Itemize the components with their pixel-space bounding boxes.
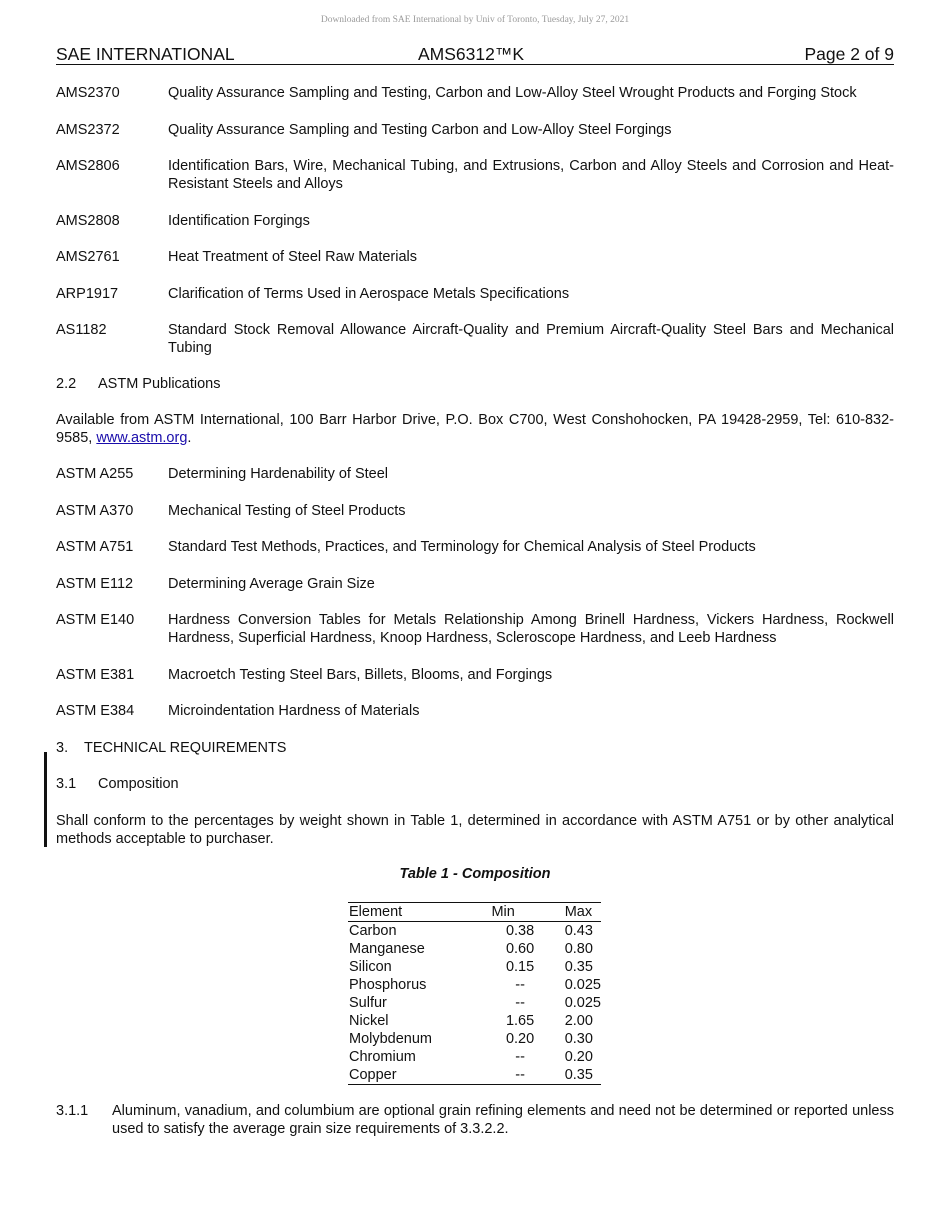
reference-title: Standard Test Methods, Practices, and Terminology for Chemical Analysis of Steel Products: [168, 539, 756, 555]
reference-title: Hardness Conversion Tables for Metals Relationship Among Brinell Hardness, Vickers Hardness, Rockwell Hardness, Superficial Hardness, Knoop Hardness, Scleroscope Hardness, and Leeb Hardness: [168, 612, 894, 646]
section-title: Composition: [98, 776, 179, 792]
astm-website-link[interactable]: www.astm.org: [96, 430, 188, 446]
reference-title: Mechanical Testing of Steel Products: [168, 502, 406, 519]
reference-item: [56, 121, 894, 139]
reference-title: Quality Assurance Sampling and Testing, Carbon and Low-Alloy Steel Wrought Products and Forging Stock: [168, 85, 857, 101]
header-element: Element: [348, 903, 491, 922]
cell-element: Chromium: [349, 1049, 416, 1065]
reference-item: [56, 157, 894, 193]
cell-max: 0.35: [564, 959, 593, 975]
cell-max: 0.025: [564, 977, 601, 993]
reference-code: AMS2808: [56, 212, 120, 229]
astm-reference-list: [56, 465, 894, 739]
reference-code: AMS2761: [56, 249, 120, 265]
section-heading-2-2: [56, 375, 221, 393]
header-max: Max: [565, 903, 601, 922]
table-row: [348, 958, 601, 976]
reference-item: [56, 321, 894, 357]
subsection-number: 3.1.1: [56, 1103, 89, 1119]
section-title: TECHNICAL REQUIREMENTS: [84, 740, 287, 756]
table-row: [348, 940, 601, 958]
table-row: [348, 1066, 601, 1085]
reference-item: [56, 702, 894, 720]
reference-code: AMS2372: [56, 121, 120, 138]
sae-reference-list: [56, 84, 894, 376]
reference-code: AS1182: [56, 322, 107, 338]
cell-min: 0.38: [505, 923, 535, 939]
section-number: 2.2: [56, 376, 77, 392]
table-caption: Table 1 - Composition: [399, 866, 551, 882]
reference-title: Determining Average Grain Size: [168, 575, 375, 592]
availability-text: Available from ASTM International, 100 Barr Harbor Drive, P.O. Box C700, West Conshohocken, PA 19428-2959, Tel: 610-832-9585,: [56, 412, 894, 446]
reference-item: [56, 465, 894, 483]
astm-availability-paragraph: [56, 411, 894, 447]
cell-max: 0.30: [564, 1031, 593, 1047]
cell-element: Silicon: [349, 959, 392, 975]
cell-min: --: [515, 977, 525, 993]
reference-code: ASTM A370: [56, 502, 134, 519]
reference-title: Determining Hardenability of Steel: [168, 466, 389, 482]
cell-max: 0.35: [565, 1066, 601, 1085]
cell-max: 0.43: [564, 923, 593, 939]
reference-code: ASTM E384: [56, 703, 135, 719]
cell-element: Carbon: [349, 923, 397, 939]
cell-max: 0.025: [564, 995, 601, 1011]
availability-period: .: [187, 430, 192, 446]
cell-element: Copper: [348, 1066, 491, 1085]
reference-title: Identification Bars, Wire, Mechanical Tubing, and Extrusions, Carbon and Alloy Steels and Corrosion and Heat-Resistant Steels and Alloys: [168, 158, 894, 192]
reference-item: [56, 575, 894, 593]
header-min: Min: [491, 903, 564, 922]
cell-max: 2.00: [564, 1013, 593, 1029]
cell-min: --: [515, 995, 525, 1011]
table-row: [348, 1012, 601, 1030]
page-header: [56, 44, 894, 65]
header-organization: SAE INTERNATIONAL: [56, 44, 235, 64]
reference-title: Standard Stock Removal Allowance Aircraft-Quality and Premium Aircraft-Quality Steel Bars and Mechanical Tubing: [168, 322, 894, 356]
composition-table: [348, 902, 601, 1085]
cell-element: Sulfur: [349, 995, 387, 1011]
header-page-number: Page 2 of 9: [804, 44, 894, 64]
cell-min: --: [491, 1066, 564, 1085]
table-row: [348, 976, 601, 994]
reference-item: [56, 502, 894, 520]
table-row: [348, 1030, 601, 1048]
table-row: [348, 1048, 601, 1066]
reference-item: [56, 538, 894, 556]
reference-title: Clarification of Terms Used in Aerospace Metals Specifications: [168, 285, 570, 302]
table-row: [348, 994, 601, 1012]
cell-max: 0.20: [564, 1049, 593, 1065]
table-header-row: [348, 903, 601, 922]
reference-item: [56, 666, 894, 684]
reference-title: Macroetch Testing Steel Bars, Billets, Blooms, and Forgings: [168, 666, 553, 683]
section-title: ASTM Publications: [98, 376, 221, 392]
reference-item: [56, 248, 894, 266]
section-heading-3: [56, 739, 286, 757]
cell-min: --: [515, 1049, 525, 1065]
cell-min: 0.60: [505, 941, 535, 957]
reference-item: [56, 84, 894, 102]
reference-item: [56, 611, 894, 647]
cell-element: Manganese: [349, 941, 425, 957]
reference-code: ASTM E140: [56, 612, 135, 628]
reference-title: Microindentation Hardness of Materials: [168, 703, 420, 719]
reference-title: Quality Assurance Sampling and Testing Carbon and Low-Alloy Steel Forgings: [168, 121, 672, 138]
section-number: 3.: [56, 740, 69, 756]
cell-element: Phosphorus: [349, 977, 427, 993]
subsection-text: Aluminum, vanadium, and columbium are optional grain refining elements and need not be determined or reported unless used to satisfy the average grain size requirements of 3.3.2.2.: [112, 1103, 894, 1137]
reference-code: AMS2806: [56, 158, 120, 174]
table-row: [348, 922, 601, 941]
cell-min: 0.15: [505, 959, 535, 975]
section-heading-3-1: [56, 775, 179, 793]
reference-item: [56, 285, 894, 303]
reference-code: ASTM A751: [56, 539, 134, 555]
reference-code: ASTM A255: [56, 466, 134, 482]
cell-element: Molybdenum: [349, 1031, 433, 1047]
revision-change-bar: [44, 752, 47, 847]
composition-paragraph: Shall conform to the percentages by weight shown in Table 1, determined in accordance with ASTM A751 or by other analytical methods acceptable to purchaser.: [56, 813, 894, 847]
download-watermark: Downloaded from SAE International by Univ of Toronto, Tuesday, July 27, 2021: [320, 15, 630, 25]
reference-code: ASTM E381: [56, 666, 135, 683]
reference-item: [56, 212, 894, 230]
reference-code: ASTM E112: [56, 575, 134, 592]
cell-element: Nickel: [349, 1013, 389, 1029]
reference-code: ARP1917: [56, 285, 119, 302]
header-document-number: AMS6312™K: [418, 44, 525, 64]
reference-title: Identification Forgings: [168, 212, 310, 229]
subsection-3-1-1: [56, 1102, 894, 1138]
section-number: 3.1: [56, 776, 77, 792]
cell-min: 1.65: [505, 1013, 535, 1029]
reference-code: AMS2370: [56, 85, 120, 101]
cell-max: 0.80: [564, 941, 593, 957]
cell-min: 0.20: [505, 1031, 535, 1047]
reference-title: Heat Treatment of Steel Raw Materials: [168, 249, 418, 265]
